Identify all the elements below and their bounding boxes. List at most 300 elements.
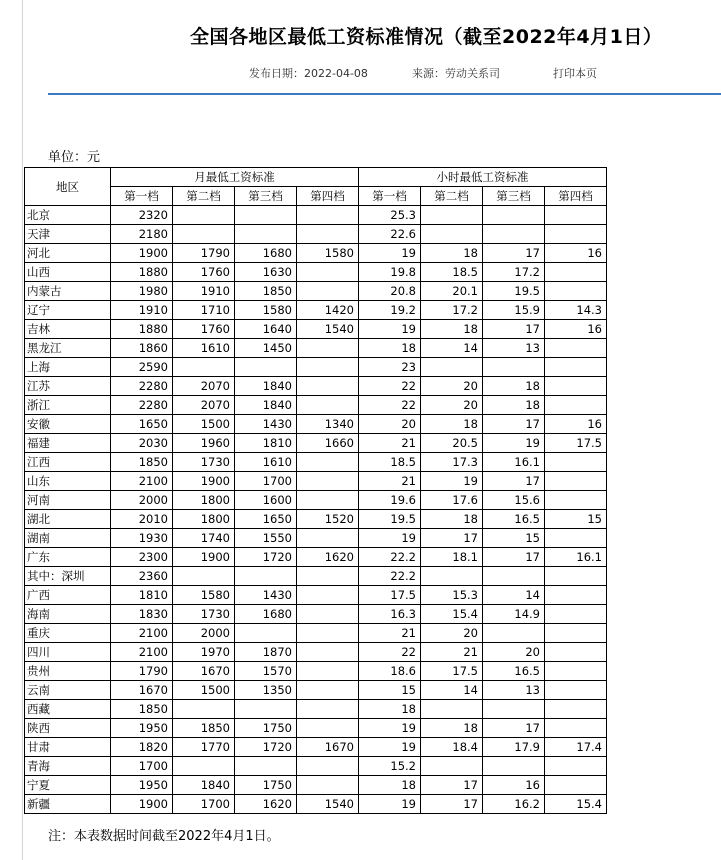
monthly-tier-3-cell: 1840 [235, 396, 297, 415]
hourly-tier-3-cell [483, 206, 545, 225]
hourly-tier-1-header: 第一档 [359, 187, 421, 206]
region-cell: 北京 [25, 206, 111, 225]
hourly-tier-3-header: 第三档 [483, 187, 545, 206]
monthly-tier-1-cell: 1650 [111, 415, 173, 434]
region-cell: 海南 [25, 605, 111, 624]
hourly-tier-3-cell [483, 700, 545, 719]
monthly-tier-1-cell: 1850 [111, 453, 173, 472]
hourly-tier-2-cell [421, 700, 483, 719]
hourly-tier-4-cell [545, 586, 607, 605]
hourly-tier-1-cell: 17.5 [359, 586, 421, 605]
hourly-tier-3-cell: 17 [483, 472, 545, 491]
table-row [25, 567, 607, 586]
monthly-tier-1-cell: 1790 [111, 662, 173, 681]
page-left-border [22, 0, 23, 860]
monthly-tier-4-cell: 1580 [297, 244, 359, 263]
region-cell: 陕西 [25, 719, 111, 738]
hourly-tier-1-cell: 22.2 [359, 548, 421, 567]
hourly-tier-4-cell [545, 757, 607, 776]
hourly-tier-3-cell: 18 [483, 377, 545, 396]
monthly-tier-2-cell: 1500 [173, 681, 235, 700]
region-cell: 贵州 [25, 662, 111, 681]
monthly-tier-4-cell [297, 358, 359, 377]
region-cell: 湖北 [25, 510, 111, 529]
table-body [25, 206, 607, 814]
hourly-tier-3-cell: 15.6 [483, 491, 545, 510]
hourly-tier-1-cell: 22.2 [359, 567, 421, 586]
monthly-tier-4-cell [297, 681, 359, 700]
monthly-tier-2-cell: 1730 [173, 453, 235, 472]
monthly-tier-3-cell [235, 757, 297, 776]
hourly-tier-4-cell [545, 358, 607, 377]
monthly-tier-3-cell: 1430 [235, 415, 297, 434]
monthly-tier-2-cell: 1740 [173, 529, 235, 548]
monthly-tier-4-cell [297, 377, 359, 396]
hourly-tier-1-cell: 19 [359, 320, 421, 339]
monthly-tier-4-cell [297, 453, 359, 472]
hourly-tier-3-cell [483, 358, 545, 377]
region-cell: 福建 [25, 434, 111, 453]
hourly-tier-2-cell: 17.2 [421, 301, 483, 320]
monthly-tier-2-cell [173, 206, 235, 225]
monthly-tier-4-cell [297, 472, 359, 491]
table-row [25, 263, 607, 282]
table-row [25, 529, 607, 548]
hourly-tier-2-cell: 18 [421, 244, 483, 263]
monthly-tier-3-cell: 1350 [235, 681, 297, 700]
hourly-tier-2-cell: 14 [421, 339, 483, 358]
hourly-tier-3-cell: 15 [483, 529, 545, 548]
monthly-tier-1-cell: 1900 [111, 795, 173, 814]
hourly-tier-2-cell: 21 [421, 643, 483, 662]
hourly-tier-4-cell: 16.1 [545, 548, 607, 567]
hourly-tier-1-cell: 16.3 [359, 605, 421, 624]
monthly-tier-3-cell [235, 567, 297, 586]
monthly-tier-4-cell [297, 567, 359, 586]
monthly-tier-1-cell: 1830 [111, 605, 173, 624]
header-divider [48, 93, 721, 95]
monthly-tier-4-cell [297, 643, 359, 662]
monthly-tier-3-cell: 1430 [235, 586, 297, 605]
monthly-tier-4-cell [297, 263, 359, 282]
hourly-tier-4-cell [545, 396, 607, 415]
unit-label: 单位：元 [48, 150, 101, 165]
hourly-tier-4-cell [545, 472, 607, 491]
monthly-tier-2-cell: 1800 [173, 491, 235, 510]
hourly-tier-4-cell: 15.4 [545, 795, 607, 814]
region-cell: 西藏 [25, 700, 111, 719]
hourly-tier-4-cell: 17.5 [545, 434, 607, 453]
hourly-tier-3-cell: 19.5 [483, 282, 545, 301]
monthly-tier-1-cell: 2010 [111, 510, 173, 529]
monthly-tier-1-cell: 2280 [111, 377, 173, 396]
hourly-tier-2-cell: 18 [421, 510, 483, 529]
monthly-tier-3-cell: 1650 [235, 510, 297, 529]
hourly-tier-3-cell: 15.9 [483, 301, 545, 320]
hourly-tier-1-cell: 18.6 [359, 662, 421, 681]
hourly-tier-1-cell: 22 [359, 377, 421, 396]
hourly-tier-4-cell [545, 567, 607, 586]
region-cell: 宁夏 [25, 776, 111, 795]
hourly-tier-3-cell [483, 225, 545, 244]
monthly-tier-1-cell: 2590 [111, 358, 173, 377]
hourly-tier-4-cell: 15 [545, 510, 607, 529]
monthly-tier-1-cell: 1950 [111, 719, 173, 738]
monthly-tier-3-cell: 1570 [235, 662, 297, 681]
monthly-tier-2-cell: 1900 [173, 472, 235, 491]
monthly-tier-3-cell: 1840 [235, 377, 297, 396]
hourly-tier-1-cell: 15.2 [359, 757, 421, 776]
table-row [25, 339, 607, 358]
monthly-tier-3-cell: 1700 [235, 472, 297, 491]
hourly-tier-3-cell: 19 [483, 434, 545, 453]
monthly-tier-3-cell: 1550 [235, 529, 297, 548]
monthly-tier-4-header: 第四档 [297, 187, 359, 206]
monthly-tier-3-cell: 1870 [235, 643, 297, 662]
monthly-tier-1-cell: 1670 [111, 681, 173, 700]
monthly-tier-1-cell: 1930 [111, 529, 173, 548]
monthly-tier-3-cell: 1450 [235, 339, 297, 358]
page-title: 全国各地区最低工资标准情况（截至2022年4月1日） [190, 26, 663, 48]
table-row [25, 377, 607, 396]
monthly-tier-1-cell: 2320 [111, 206, 173, 225]
table-row [25, 491, 607, 510]
monthly-tier-3-cell: 1580 [235, 301, 297, 320]
monthly-tier-4-cell [297, 719, 359, 738]
region-cell: 天津 [25, 225, 111, 244]
hourly-tier-4-cell [545, 624, 607, 643]
hourly-tier-2-header: 第二档 [421, 187, 483, 206]
hourly-tier-1-cell: 18.5 [359, 453, 421, 472]
monthly-tier-3-cell [235, 358, 297, 377]
region-cell: 河南 [25, 491, 111, 510]
hourly-tier-3-cell: 16.2 [483, 795, 545, 814]
region-cell: 湖南 [25, 529, 111, 548]
monthly-tier-2-cell: 1970 [173, 643, 235, 662]
monthly-tier-3-cell: 1600 [235, 491, 297, 510]
monthly-tier-2-cell: 1760 [173, 320, 235, 339]
monthly-tier-3-cell: 1750 [235, 719, 297, 738]
hourly-tier-4-cell [545, 719, 607, 738]
hourly-tier-1-cell: 22 [359, 643, 421, 662]
region-cell: 广西 [25, 586, 111, 605]
hourly-tier-2-cell: 18 [421, 719, 483, 738]
hourly-tier-4-cell [545, 263, 607, 282]
monthly-tier-2-cell: 1770 [173, 738, 235, 757]
hourly-tier-3-cell: 17 [483, 320, 545, 339]
hourly-tier-2-cell [421, 567, 483, 586]
hourly-tier-2-cell: 18.5 [421, 263, 483, 282]
hourly-tier-1-cell: 21 [359, 624, 421, 643]
monthly-tier-3-cell [235, 206, 297, 225]
monthly-tier-4-cell: 1420 [297, 301, 359, 320]
monthly-tier-2-cell: 1730 [173, 605, 235, 624]
monthly-tier-2-cell [173, 757, 235, 776]
monthly-tier-3-cell: 1630 [235, 263, 297, 282]
monthly-tier-2-cell: 1840 [173, 776, 235, 795]
table-row [25, 700, 607, 719]
table-row [25, 738, 607, 757]
monthly-tier-4-cell [297, 282, 359, 301]
table-row [25, 795, 607, 814]
table-row [25, 586, 607, 605]
monthly-tier-3-cell: 1720 [235, 738, 297, 757]
table-row [25, 225, 607, 244]
monthly-tier-4-cell [297, 662, 359, 681]
hourly-tier-1-cell: 19.6 [359, 491, 421, 510]
monthly-tier-4-cell [297, 206, 359, 225]
hourly-tier-2-cell [421, 757, 483, 776]
hourly-tier-1-cell: 21 [359, 434, 421, 453]
hourly-tier-4-cell [545, 225, 607, 244]
region-cell: 云南 [25, 681, 111, 700]
hourly-tier-1-cell: 19.2 [359, 301, 421, 320]
hourly-tier-2-cell: 15.4 [421, 605, 483, 624]
table-row [25, 358, 607, 377]
hourly-tier-2-cell [421, 225, 483, 244]
monthly-tier-4-cell: 1520 [297, 510, 359, 529]
source-label: 来源：劳动关系司 [412, 67, 500, 80]
hourly-tier-3-cell: 13 [483, 681, 545, 700]
hourly-tier-2-cell: 20.5 [421, 434, 483, 453]
monthly-tier-2-cell: 1960 [173, 434, 235, 453]
monthly-tier-4-cell: 1340 [297, 415, 359, 434]
region-cell: 青海 [25, 757, 111, 776]
hourly-tier-4-cell: 16 [545, 244, 607, 263]
monthly-tier-4-cell [297, 605, 359, 624]
table-row [25, 605, 607, 624]
hourly-tier-1-cell: 22.6 [359, 225, 421, 244]
monthly-tier-3-cell: 1610 [235, 453, 297, 472]
hourly-tier-2-cell: 18 [421, 320, 483, 339]
hourly-tier-1-cell: 25.3 [359, 206, 421, 225]
footnote: 注：本表数据时间截至2022年4月1日。 [48, 829, 280, 844]
monthly-tier-1-cell: 2000 [111, 491, 173, 510]
region-cell: 吉林 [25, 320, 111, 339]
table-row [25, 320, 607, 339]
monthly-tier-2-cell: 1670 [173, 662, 235, 681]
hourly-header: 小时最低工资标准 [359, 168, 607, 187]
monthly-tier-2-cell: 2070 [173, 377, 235, 396]
hourly-tier-1-cell: 19 [359, 738, 421, 757]
hourly-tier-4-cell [545, 681, 607, 700]
monthly-tier-1-cell: 1860 [111, 339, 173, 358]
monthly-tier-4-cell: 1620 [297, 548, 359, 567]
monthly-tier-2-cell: 1790 [173, 244, 235, 263]
hourly-tier-3-cell: 20 [483, 643, 545, 662]
region-cell: 广东 [25, 548, 111, 567]
monthly-tier-1-cell: 1850 [111, 700, 173, 719]
monthly-tier-1-cell: 1980 [111, 282, 173, 301]
hourly-tier-4-cell [545, 643, 607, 662]
hourly-tier-2-cell: 17.5 [421, 662, 483, 681]
monthly-tier-3-cell [235, 624, 297, 643]
monthly-tier-1-cell: 2180 [111, 225, 173, 244]
hourly-tier-4-cell: 17.4 [545, 738, 607, 757]
print-page-link[interactable]: 打印本页 [553, 67, 597, 80]
hourly-tier-2-cell [421, 206, 483, 225]
hourly-tier-1-cell: 23 [359, 358, 421, 377]
monthly-tier-4-cell [297, 700, 359, 719]
hourly-tier-3-cell: 14 [483, 586, 545, 605]
hourly-tier-4-cell [545, 206, 607, 225]
monthly-tier-2-cell: 1580 [173, 586, 235, 605]
table-row [25, 757, 607, 776]
hourly-tier-3-cell: 17 [483, 244, 545, 263]
monthly-tier-1-cell: 2300 [111, 548, 173, 567]
region-cell: 甘肃 [25, 738, 111, 757]
table-row [25, 453, 607, 472]
monthly-tier-1-cell: 1950 [111, 776, 173, 795]
monthly-tier-3-cell: 1750 [235, 776, 297, 795]
hourly-tier-4-cell: 16 [545, 320, 607, 339]
table-row [25, 510, 607, 529]
monthly-tier-1-cell: 2030 [111, 434, 173, 453]
hourly-tier-2-cell: 20 [421, 377, 483, 396]
monthly-tier-1-cell: 1810 [111, 586, 173, 605]
hourly-tier-4-cell: 14.3 [545, 301, 607, 320]
hourly-tier-3-cell [483, 624, 545, 643]
region-cell: 重庆 [25, 624, 111, 643]
monthly-tier-1-cell: 2100 [111, 643, 173, 662]
monthly-tier-4-cell [297, 586, 359, 605]
monthly-tier-3-header: 第三档 [235, 187, 297, 206]
hourly-tier-1-cell: 19 [359, 795, 421, 814]
monthly-tier-3-cell: 1720 [235, 548, 297, 567]
monthly-tier-4-cell [297, 529, 359, 548]
monthly-tier-2-cell: 1500 [173, 415, 235, 434]
region-cell: 安徽 [25, 415, 111, 434]
monthly-tier-1-header: 第一档 [111, 187, 173, 206]
hourly-tier-4-cell [545, 776, 607, 795]
table-row [25, 643, 607, 662]
table-row [25, 415, 607, 434]
region-cell: 新疆 [25, 795, 111, 814]
minimum-wage-table [24, 167, 607, 814]
hourly-tier-1-cell: 19.5 [359, 510, 421, 529]
monthly-tier-1-cell: 1820 [111, 738, 173, 757]
monthly-tier-2-cell: 1610 [173, 339, 235, 358]
hourly-tier-3-cell: 17 [483, 548, 545, 567]
hourly-tier-3-cell: 17 [483, 719, 545, 738]
table-row [25, 282, 607, 301]
hourly-tier-2-cell: 20 [421, 624, 483, 643]
monthly-tier-3-cell [235, 225, 297, 244]
table-row [25, 776, 607, 795]
hourly-tier-3-cell: 13 [483, 339, 545, 358]
monthly-tier-1-cell: 2360 [111, 567, 173, 586]
region-cell: 山西 [25, 263, 111, 282]
monthly-tier-2-cell [173, 700, 235, 719]
hourly-tier-1-cell: 18 [359, 339, 421, 358]
hourly-tier-2-cell: 20.1 [421, 282, 483, 301]
table-row [25, 719, 607, 738]
monthly-tier-4-cell [297, 757, 359, 776]
hourly-tier-2-cell: 20 [421, 396, 483, 415]
monthly-tier-1-cell: 1880 [111, 320, 173, 339]
monthly-header: 月最低工资标准 [111, 168, 359, 187]
hourly-tier-2-cell: 17.3 [421, 453, 483, 472]
hourly-tier-2-cell [421, 358, 483, 377]
hourly-tier-1-cell: 19 [359, 719, 421, 738]
hourly-tier-4-cell [545, 605, 607, 624]
hourly-tier-4-cell [545, 491, 607, 510]
monthly-tier-2-header: 第二档 [173, 187, 235, 206]
hourly-tier-2-cell: 17 [421, 795, 483, 814]
hourly-tier-3-cell: 16 [483, 776, 545, 795]
monthly-tier-1-cell: 1910 [111, 301, 173, 320]
monthly-tier-4-cell: 1540 [297, 320, 359, 339]
monthly-tier-2-cell [173, 358, 235, 377]
hourly-tier-4-cell: 16 [545, 415, 607, 434]
monthly-tier-3-cell: 1850 [235, 282, 297, 301]
hourly-tier-4-cell [545, 700, 607, 719]
region-cell: 辽宁 [25, 301, 111, 320]
monthly-tier-2-cell [173, 225, 235, 244]
monthly-tier-1-cell: 1880 [111, 263, 173, 282]
publish-date: 发布日期：2022-04-08 [249, 67, 368, 80]
region-cell: 浙江 [25, 396, 111, 415]
hourly-tier-1-cell: 22 [359, 396, 421, 415]
monthly-tier-2-cell: 1910 [173, 282, 235, 301]
table-row [25, 244, 607, 263]
hourly-tier-4-cell [545, 662, 607, 681]
hourly-tier-2-cell: 18 [421, 415, 483, 434]
hourly-tier-4-cell [545, 339, 607, 358]
monthly-tier-4-cell [297, 624, 359, 643]
hourly-tier-3-cell: 16.5 [483, 662, 545, 681]
hourly-tier-4-header: 第四档 [545, 187, 607, 206]
table-row [25, 662, 607, 681]
hourly-tier-3-cell: 18 [483, 396, 545, 415]
region-cell: 上海 [25, 358, 111, 377]
hourly-tier-3-cell: 14.9 [483, 605, 545, 624]
monthly-tier-1-cell: 1700 [111, 757, 173, 776]
hourly-tier-2-cell: 19 [421, 472, 483, 491]
region-cell: 山东 [25, 472, 111, 491]
hourly-tier-3-cell: 17 [483, 415, 545, 434]
hourly-tier-2-cell: 18.1 [421, 548, 483, 567]
monthly-tier-1-cell: 2280 [111, 396, 173, 415]
table-row [25, 206, 607, 225]
monthly-tier-2-cell [173, 567, 235, 586]
monthly-tier-2-cell: 1700 [173, 795, 235, 814]
monthly-tier-4-cell: 1540 [297, 795, 359, 814]
hourly-tier-3-cell [483, 567, 545, 586]
hourly-tier-4-cell [545, 377, 607, 396]
region-header: 地区 [25, 168, 111, 206]
monthly-tier-4-cell [297, 491, 359, 510]
monthly-tier-4-cell [297, 396, 359, 415]
monthly-tier-4-cell [297, 225, 359, 244]
region-cell: 内蒙古 [25, 282, 111, 301]
monthly-tier-3-cell: 1810 [235, 434, 297, 453]
monthly-tier-2-cell: 2000 [173, 624, 235, 643]
monthly-tier-4-cell: 1660 [297, 434, 359, 453]
table-row [25, 301, 607, 320]
hourly-tier-2-cell: 15.3 [421, 586, 483, 605]
monthly-tier-3-cell: 1680 [235, 605, 297, 624]
hourly-tier-2-cell: 17.6 [421, 491, 483, 510]
hourly-tier-3-cell: 17.9 [483, 738, 545, 757]
hourly-tier-1-cell: 21 [359, 472, 421, 491]
hourly-tier-2-cell: 18.4 [421, 738, 483, 757]
region-cell: 其中：深圳 [25, 567, 111, 586]
hourly-tier-3-cell: 17.2 [483, 263, 545, 282]
hourly-tier-4-cell [545, 282, 607, 301]
monthly-tier-3-cell [235, 700, 297, 719]
monthly-tier-2-cell: 1850 [173, 719, 235, 738]
